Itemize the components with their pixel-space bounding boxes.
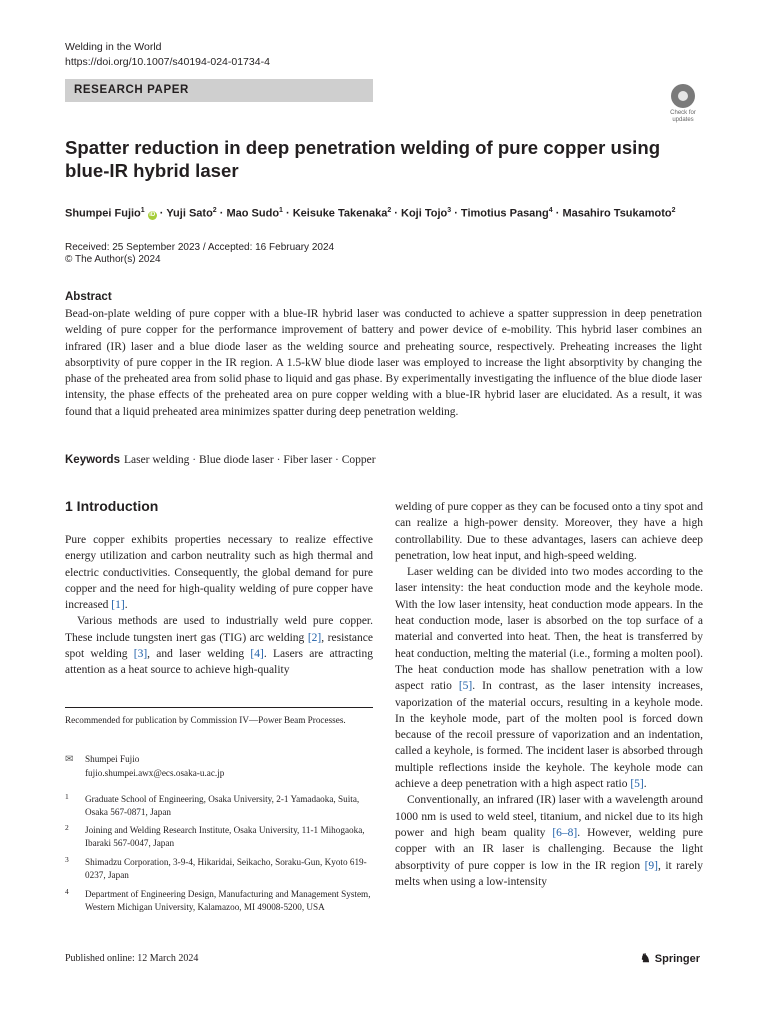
paragraph: Conventionally, an infrared (IR) laser with a wavelength around 1000 nm is used to weld steel, titanium, and nickel due to its high power and high beam quality [6–8]. However, welding pure copper with an IR laser is challenging. Because the light absorptivity of pure copper is low in the IR region [9], it rarely melts when using a low-intensity xyxy=(395,794,704,888)
affiliation-number: 1 xyxy=(65,792,69,801)
citation-link[interactable]: [3] xyxy=(133,648,148,661)
copyright-notice: © The Author(s) 2024 xyxy=(65,254,161,265)
right-column-text xyxy=(395,499,703,890)
paragraph: Pure copper exhibits properties necessary to realize effective energy utilization and carbon neutrality such as high thermal and electric conductivities. Consequently, the global demand for pure copper and the need for high-quality welding of pure copper have increased [1]. xyxy=(65,534,373,612)
citation-link[interactable]: [6–8] xyxy=(552,826,578,839)
article-type-label: RESEARCH PAPER xyxy=(74,84,189,96)
journal-header xyxy=(65,40,270,70)
author-name[interactable]: Koji Tojo xyxy=(401,207,448,220)
keywords-list: Laser welding · Blue diode laser · Fiber laser · Copper xyxy=(123,454,376,466)
author-affiliation-mark: 4 xyxy=(548,207,553,214)
received-accepted-dates: Received: 25 September 2023 / Accepted: 16 February 2024 xyxy=(65,242,335,253)
author-affiliation-mark: 2 xyxy=(212,207,217,214)
publisher-name: Springer xyxy=(654,953,700,965)
author-name[interactable]: Yuji Sato xyxy=(166,207,213,220)
author-name[interactable]: Shumpei Fujio xyxy=(65,207,141,220)
affiliation-number: 4 xyxy=(65,887,69,896)
publisher-logo xyxy=(640,951,700,965)
envelope-icon: ✉ xyxy=(65,754,74,765)
abstract-text: Bead-on-plate welding of pure copper with a blue-IR hybrid laser was conducted to achieve a spatter suppression in deep penetration welding of pure copper for the performance improvement of battery and power device of e-mobility. This hybrid laser combines an infrared (IR) laser and a blue diode laser as the welding source and preheating source, respectively. Preheating increases the light absorptivity of pure copper in the IR region. A 1.5-kW blue diode laser was employed to increase the light absorptivity by changing the phase of the preheated area from solid phase to liquid and gas phase. By experimentally investigating the influence of the blue diode laser intensity, the phase effects of the preheated area on pure copper welding with a blue-IR hybrid laser are elucidated. As a result, it was found that a liquid preheated area minimizes spatter during deep penetration welding. xyxy=(65,308,702,418)
affiliation-number: 2 xyxy=(65,823,69,832)
affiliation-text: Joining and Welding Research Institute, Osaka University, 11-1 Mihogaoka, Ibaraki 567-0047, Japan xyxy=(85,825,365,848)
check-updates-label: Check for updates xyxy=(670,110,696,123)
keywords-label: Keywords xyxy=(65,454,120,466)
citation-link[interactable]: [5] xyxy=(630,778,644,791)
article-type-banner xyxy=(65,79,373,102)
affiliation-text: Department of Engineering Design, Manufacturing and Management System, Western Michigan University, Kalamazoo, MI 49008-5200, USA xyxy=(85,889,371,912)
affiliation-text: Graduate School of Engineering, Osaka University, 2-1 Yamadaoka, Suita, Osaka 567-0871, Japan xyxy=(85,794,360,817)
paper-title: Spatter reduction in deep penetration welding of pure copper using blue-IR hybrid laser xyxy=(65,137,661,181)
citation-link[interactable]: [9] xyxy=(644,859,659,872)
affiliation-number: 3 xyxy=(65,855,69,864)
author-affiliation-mark: 1 xyxy=(140,207,145,214)
author-affiliation-mark: 1 xyxy=(279,207,283,214)
corresponding-author xyxy=(85,753,224,780)
check-for-updates-badge[interactable] xyxy=(665,84,701,124)
publication-dates xyxy=(65,242,334,266)
section-heading-introduction: 1 Introduction xyxy=(65,498,159,514)
recommendation-footnote: Recommended for publication by Commission IV—Power Beam Processes. xyxy=(65,715,346,725)
left-column-text xyxy=(65,532,373,679)
paragraph: welding of pure copper as they can be focused onto a tiny spot and can realize a high-power density. Moreover, they have a high controllability. Due to these advantages, lasers can achieve deep penetration, low heat input, and high-speed welding. xyxy=(395,501,703,562)
corresponding-author-email[interactable]: fujio.shumpei.awx@ecs.osaka-u.ac.jp xyxy=(85,767,225,778)
footnote-divider xyxy=(65,707,373,708)
citation-link[interactable]: [4] xyxy=(250,648,264,661)
author-affiliation-mark: 2 xyxy=(387,207,392,214)
corresponding-author-name: Shumpei Fujio xyxy=(85,754,140,764)
doi-link[interactable]: https://doi.org/10.1007/s40194-024-01734-4 xyxy=(65,56,270,68)
author-affiliation-mark: 3 xyxy=(447,207,452,214)
check-updates-icon xyxy=(671,84,695,108)
paragraph: Laser welding can be divided into two modes according to the laser intensity: the heat conduction mode and the keyhole mode. With the low laser intensity, heat conduction mode appears. In the heat conduction mode, laser is absorbed on the top surface of a material and converted into heat. Then, the heat is transferred by heat conduction, melting the material (i.e., forming a molten pool). The heat conduction mode has shallow penetration with a low aspect ratio [5]. In contrast, as the laser intensity increases, vaporization of the material occurs, resulting in a keyhole mode. In the keyhole mode, part of the molten pool is forced down because of the recoil pressure of vaporization and an indentation, called a keyhole, is formed. The incident laser is absorbed through multiple reflections inside the keyhole. The keyhole mode can achieve a deep penetration with a high aspect ratio [5]. xyxy=(395,566,703,791)
affiliation-text: Shimadzu Corporation, 3-9-4, Hikaridai, Seikacho, Soraku-Gun, Kyoto 619-0237, Japan xyxy=(85,857,367,880)
author-affiliation-mark: 2 xyxy=(671,207,676,214)
author-name[interactable]: Keisuke Takenaka xyxy=(292,207,388,220)
springer-horse-icon: ♞ xyxy=(640,951,651,965)
author-name[interactable]: Mao Sudo xyxy=(226,207,280,220)
keywords-line xyxy=(65,454,376,466)
author-name[interactable]: Masahiro Tsukamoto xyxy=(562,207,672,220)
published-online-date: Published online: 12 March 2024 xyxy=(65,953,199,964)
journal-name: Welding in the World xyxy=(65,41,162,53)
paragraph: Various methods are used to industrially weld pure copper. These include tungsten inert gas (TIG) arc welding [2], resistance spot welding [3], and laser welding [4]. Lasers are attracting attention as a heat source to achieve high-quality xyxy=(65,615,373,677)
citation-link[interactable]: [1] xyxy=(111,599,125,612)
author-name[interactable]: Timotius Pasang xyxy=(460,207,549,220)
citation-link[interactable]: [2] xyxy=(307,631,322,644)
citation-link[interactable]: [5] xyxy=(458,680,473,693)
author-list: Shumpei Fujio$^1$ iD · Yuji Sato$^2$ · Mao Sudo$^1$ · Keisuke Takenaka$^2$ · Koji Tojo$^3$ · Timotius Pasang$^4$ · Masahiro Tsukamoto$^2$ xyxy=(65,207,676,220)
orcid-icon[interactable]: iD xyxy=(149,211,156,218)
abstract-heading: Abstract xyxy=(65,291,112,303)
